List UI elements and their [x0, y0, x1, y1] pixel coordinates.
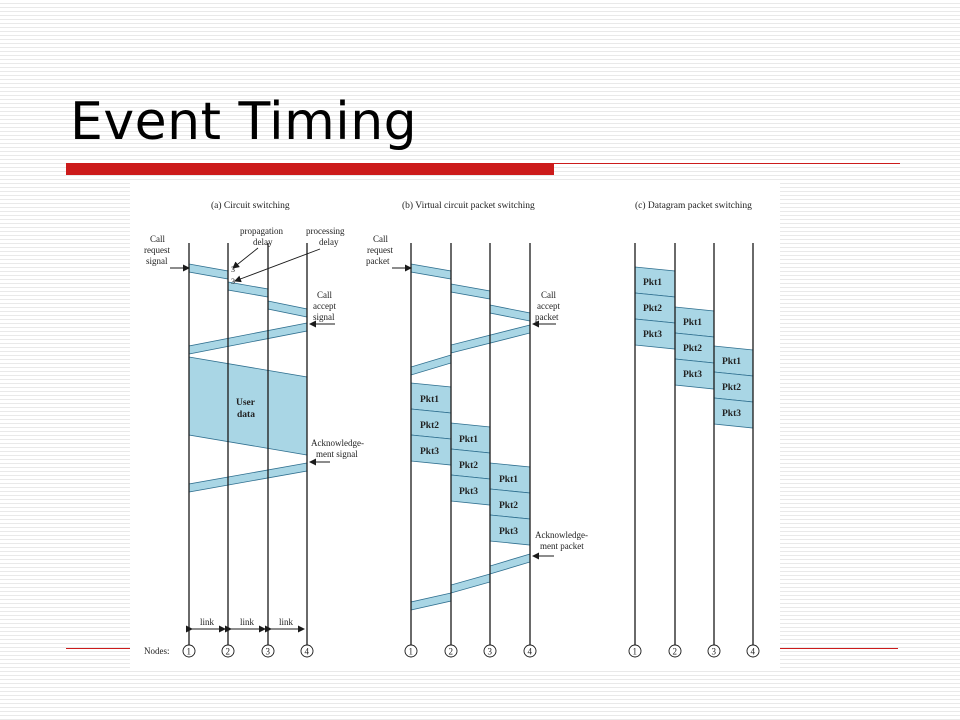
vc-call-request-label-2: request: [367, 245, 393, 255]
vc-call-accept-band-2: [411, 355, 451, 375]
title-underline-thin: [554, 163, 900, 164]
node-number-b2: 2: [448, 646, 453, 657]
node-number-b3: 3: [487, 646, 492, 657]
vc-pkt2-label-l2: Pkt2: [459, 461, 478, 471]
dg-pkt1-label-l3: Pkt1: [722, 357, 741, 367]
vc-call-accept-label-3: packet: [535, 312, 559, 322]
processing-delay-label-1: processing: [306, 226, 345, 236]
dg-pkt2-label-l2: Pkt2: [683, 344, 702, 354]
dg-pkt2-label-l3: Pkt2: [722, 383, 741, 393]
vc-call-accept-label-2: accept: [537, 301, 560, 311]
slide-title: Event Timing: [70, 92, 418, 152]
vc-pkt1-label-l3: Pkt1: [499, 475, 518, 485]
title-underline-thick: [66, 163, 554, 175]
call-accept-label-1: Call: [317, 290, 332, 300]
panel-circuit-switching: [144, 200, 364, 657]
node-markers-b: [405, 645, 536, 657]
link-label-1: link: [200, 617, 215, 627]
node-number-a2: 2: [225, 646, 230, 657]
panel-b-caption: (b) Virtual circuit packet switching: [402, 201, 535, 211]
event-timing-figure: [130, 183, 780, 670]
vc-ack-band-1: [490, 554, 530, 574]
node-number-c3: 3: [711, 646, 716, 657]
vc-pkt1-label-l2: Pkt1: [459, 435, 478, 445]
node-number-a4: 4: [304, 646, 309, 657]
vc-call-request-band-1: [411, 264, 451, 279]
panel-datagram: [629, 200, 759, 657]
nodes-label: Nodes:: [144, 646, 170, 656]
vc-pkt2-label-l1: Pkt2: [420, 421, 439, 431]
dg-pkt2-label-l1: Pkt2: [643, 304, 662, 314]
user-data-label-2: data: [237, 410, 255, 420]
node-number-a1: 1: [186, 646, 191, 657]
call-request-band-1: [189, 264, 228, 279]
link-label-3: link: [279, 617, 294, 627]
vc-call-accept-label-1: Call: [541, 290, 556, 300]
propagation-delay-arrow: [233, 248, 258, 268]
propagation-delay-label-1: propagation: [240, 226, 283, 236]
node-markers-c: [629, 645, 759, 657]
call-request-label-2: request: [144, 245, 170, 255]
dg-pkt1-label-l2: Pkt1: [683, 318, 702, 328]
call-accept-label-3: signal: [313, 312, 335, 322]
dg-pkt3-label-l2: Pkt3: [683, 370, 702, 380]
panel-virtual-circuit: [366, 200, 588, 657]
node-markers-a: [183, 645, 313, 657]
ack-signal-label-1: Acknowledge-: [311, 438, 364, 448]
call-accept-band: [189, 323, 307, 354]
vc-ack-band-2: [451, 574, 490, 593]
node-number-b1: 1: [408, 646, 413, 657]
vc-pkt3-label-l1: Pkt3: [420, 447, 439, 457]
propagation-delay-label-2: delay: [253, 237, 273, 247]
vc-pkt1-label-l1: Pkt1: [420, 395, 439, 405]
call-accept-label-2: accept: [313, 301, 336, 311]
vc-pkt2-label-l3: Pkt2: [499, 501, 518, 511]
footer-rule-left: [66, 648, 130, 649]
call-request-band-3: [268, 301, 307, 317]
dg-pkt3-label-l3: Pkt3: [722, 409, 741, 419]
propagation-delay-tick: 3: [231, 265, 235, 274]
call-request-label-1: Call: [150, 234, 165, 244]
vc-call-request-band-3: [490, 305, 530, 321]
vc-call-request-label-1: Call: [373, 234, 388, 244]
footer-rule-right: [780, 648, 898, 649]
vc-ack-band-3: [411, 593, 451, 610]
vc-pkt3-label-l2: Pkt3: [459, 487, 478, 497]
dg-pkt1-label-l1: Pkt1: [643, 278, 662, 288]
processing-delay-tick: 3: [231, 277, 235, 286]
link-label-2: link: [240, 617, 255, 627]
ack-signal-label-2: ment signal: [316, 449, 358, 459]
user-data-label-1: User: [236, 398, 255, 408]
call-request-label-3: signal: [146, 256, 168, 266]
node-number-c1: 1: [632, 646, 637, 657]
processing-delay-label-2: delay: [319, 237, 339, 247]
ack-signal-band: [189, 463, 307, 492]
panel-a-caption: (a) Circuit switching: [211, 201, 290, 211]
timing-diagram: [130, 183, 780, 670]
node-number-b4: 4: [527, 646, 532, 657]
dg-pkt3-label-l1: Pkt3: [643, 330, 662, 340]
vc-ack-label-2: ment packet: [540, 541, 584, 551]
vc-pkt3-label-l3: Pkt3: [499, 527, 518, 537]
vc-call-request-band-2: [451, 284, 490, 299]
vc-call-request-label-3: packet: [366, 256, 390, 266]
node-number-a3: 3: [265, 646, 270, 657]
node-number-c4: 4: [750, 646, 755, 657]
panel-c-caption: (c) Datagram packet switching: [635, 201, 752, 211]
vc-ack-label-1: Acknowledge-: [535, 530, 588, 540]
node-number-c2: 2: [672, 646, 677, 657]
